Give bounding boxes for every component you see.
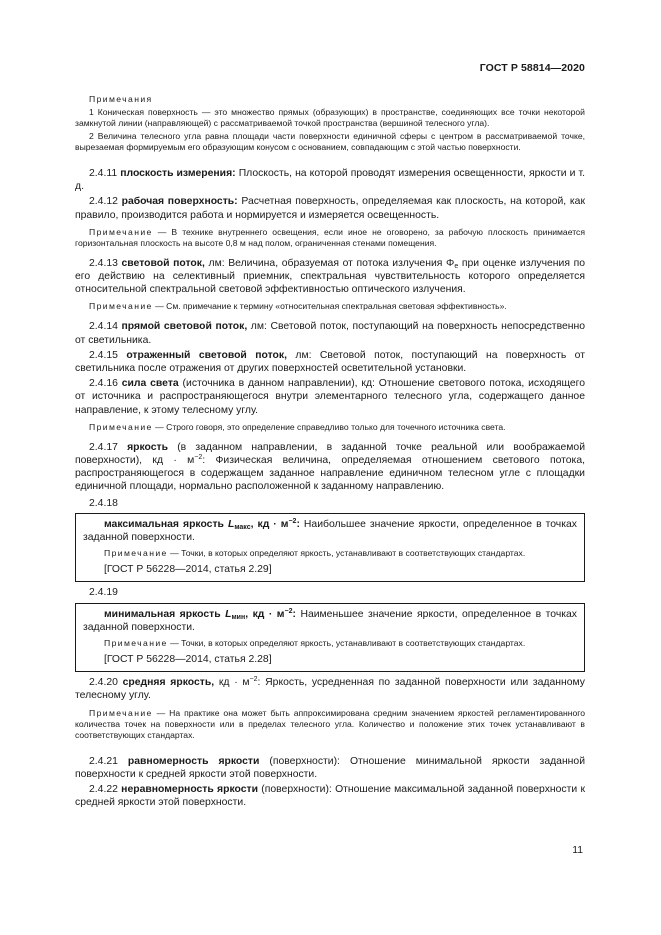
term-number: 2.4.11 (89, 168, 118, 179)
term-2-4-15 (75, 349, 585, 375)
note-text: — Точки, в которых определяют яркость, устанавливают в соответствующих стандартах. (167, 638, 526, 649)
note-text: — См. примечание к термину «относительная спектральная световая эффективность». (152, 301, 507, 312)
term-name: прямой световой поток, (121, 321, 248, 333)
term-box-2-4-18 (75, 513, 585, 583)
term-name: рабочая поверхность: (121, 196, 238, 208)
term-definition-part: (в заданном направлении, в заданной точке реальной или воображаемой поверхности), кд · м (75, 441, 585, 467)
term-number-2-4-19: 2.4.19 (89, 587, 118, 599)
term-symbol: L (225, 608, 232, 620)
term-2-4-13 (75, 257, 585, 297)
term-name: яркость (127, 441, 169, 453)
term-name: равномерность яркости (127, 755, 260, 767)
note-2-4-12 (75, 227, 585, 249)
term-2-4-14 (75, 320, 585, 346)
term-number: 2.4.17 (89, 441, 118, 453)
note-text: — Строго говоря, это определение справедливо только для точечного источника света. (152, 421, 506, 432)
superscript: −2 (249, 676, 258, 684)
note-2-4-20 (75, 708, 585, 741)
note-label: Примечание (104, 638, 168, 649)
term-definition: Расчетная поверхность, определяемая как плоскость, на которой, как правило, производится работа и нормируется и измеряется освещенность. (75, 196, 585, 221)
term-name: максимальная яркость (104, 518, 228, 530)
term-name: плоскость измерения: (120, 168, 236, 179)
term-unit-colon: : (292, 608, 296, 620)
term-2-4-22 (75, 783, 585, 809)
term-2-4-21 (75, 755, 585, 781)
term-number: 2.4.22 (89, 784, 118, 796)
notes-block (75, 94, 585, 153)
source-reference: [ГОСТ Р 56228—2014, статья 2.28] (104, 654, 272, 666)
note-text: — В технике внутреннего освещения, если иное не оговорено, за рабочую плоскость принимается горизонтальная плоскость на высоте 0,8 м над полом, ограниченная стенами помещения. (75, 226, 585, 248)
term-2-4-11 (75, 167, 585, 193)
note-label: Примечание (89, 301, 153, 312)
term-number: 2.4.14 (89, 321, 118, 333)
term-number: 2.4.15 (89, 349, 118, 361)
term-number-2-4-18: 2.4.18 (89, 497, 118, 509)
term-2-4-19 (83, 608, 577, 634)
term-2-4-17 (75, 441, 585, 494)
term-unit: , кд · м (245, 608, 285, 620)
term-number: 2.4.12 (89, 196, 118, 208)
document-header: ГОСТ Р 58814—2020 (479, 62, 585, 74)
subscript: макс (234, 523, 251, 531)
term-name: отраженный световой поток, (126, 349, 287, 361)
term-unit-colon: : (296, 518, 300, 530)
note-1: 1 Коническая поверхность — это множество прямых (образующих) в пространстве, соединяющих все точки некоторой замкнутой линии (направляющей) с рассматриваемой точкой пространства (вершиной телесного угла). (75, 107, 585, 128)
term-2-4-18 (83, 518, 577, 544)
term-definition-part: : Яркость, усредненная по заданной поверхности или заданному телесному углу. (75, 677, 585, 702)
term-definition: (поверхности): Отношение максимальной заданной поверхности к средней яркости этой поверхности. (75, 784, 585, 809)
note-2: 2 Величина телесного угла равна площади части поверхности единичной сферы с центром в рассматриваемой точке, вырезаемая формируемым его образующим конусом с основанием, совпадающим с этой частью поверхности. (75, 131, 585, 152)
term-definition: (поверхности): Отношение минимальной яркости заданной поверхности к средней яркости этой поверхности. (75, 755, 586, 780)
term-definition: (источника в данном направлении), кд: Отношение светового потока, исходящего от источника и распространяющегося внутри элементарного телесного угла, содержащего данное направление, к этому телесному углу. (75, 378, 586, 416)
note-label: Примечание (89, 421, 153, 432)
notes-heading: Примечания (89, 94, 153, 104)
term-definition: Плоскость, на которой проводят измерения освещенности, яркости и т. д. (75, 168, 586, 193)
note-label: Примечание (89, 707, 153, 718)
page-number: 11 (572, 845, 583, 856)
term-box-2-4-19 (75, 603, 585, 673)
term-number: 2.4.16 (89, 378, 118, 390)
superscript: −2 (288, 517, 297, 525)
note-2-4-18 (83, 548, 577, 559)
source-reference: [ГОСТ Р 56228—2014, статья 2.29] (104, 564, 272, 576)
subscript: мин (231, 613, 246, 621)
term-2-4-16 (75, 377, 585, 417)
term-definition: Наибольшее значение яркости, определенное в точках заданной поверхности. (83, 518, 577, 544)
note-text: — Точки, в которых определяют яркость, устанавливают в соответствующих стандартах. (167, 548, 526, 559)
term-name: неравномерность яркости (121, 784, 258, 796)
note-label: Примечание (104, 548, 168, 559)
term-definition: Наименьшее значение яркости, определенное в точках заданной поверхности. (83, 608, 577, 633)
term-number: 2.4.13 (89, 257, 118, 269)
subscript: e (454, 262, 459, 270)
term-definition-part: лм: Величина, образуемая от потока излучения Φ (204, 257, 455, 269)
note-2-4-19 (83, 638, 577, 649)
note-2-4-13 (75, 301, 585, 312)
term-definition-part: : Физическая величина, определяемая отношением светового потока, распространяющегося в содержащем заданное направление единичном телесном угле с площадки единичной площади, нормально расположенной к заданному направлению. (75, 455, 585, 493)
term-2-4-12 (75, 195, 585, 221)
term-name: минимальная яркость (104, 608, 226, 620)
document-content (75, 94, 585, 810)
term-number: 2.4.21 (89, 755, 118, 767)
term-definition: лм: Световой поток, поступающий на поверхность непосредственно от светильника. (75, 321, 586, 346)
term-unit: , кд · м (250, 518, 289, 530)
term-definition: лм: Световой поток, поступающий на поверхность от светильника после отражения от других поверхностей осветительной установки. (75, 349, 585, 375)
term-definition-part: кд · м (214, 677, 250, 689)
term-name: световой поток, (121, 257, 205, 269)
superscript: −2 (284, 607, 293, 615)
term-definition-part: при оценке излучения по его действию на селективный приемник, спектральная чувствительность которого определяется относительной спектральной световой эффективностью оптического излучения. (75, 257, 586, 296)
superscript: −2 (194, 454, 203, 462)
term-number: 2.4.20 (89, 677, 118, 689)
term-name: средняя яркость, (122, 677, 215, 689)
note-text: — На практике она может быть аппроксимирована средним значением яркостей регламентированного количества точек на поверхности или в пределах телесного угла. Количество и положение этих точек устанавливают в соответствующих стандартах. (75, 707, 585, 740)
term-2-4-20 (75, 676, 585, 702)
term-symbol: L (227, 518, 235, 530)
term-name: сила света (121, 378, 179, 390)
note-2-4-16 (75, 422, 585, 433)
note-label: Примечание (89, 226, 153, 237)
